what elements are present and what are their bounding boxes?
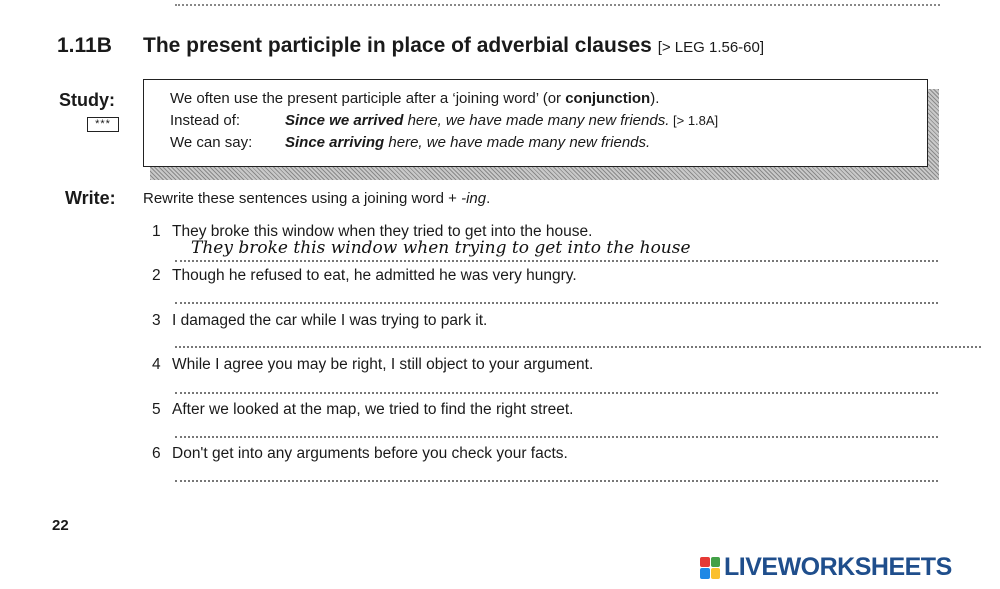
liveworksheets-logo (700, 553, 952, 582)
handwritten-answer: They broke this window when trying to get into the house (191, 238, 691, 258)
answer-line[interactable] (175, 434, 938, 438)
section-title (143, 34, 764, 58)
exercise-item (152, 445, 568, 463)
study-line-2: Instead of: Since we arrived here, we have made many new friends. [> 1.8A] (170, 112, 719, 129)
study-box (143, 79, 928, 167)
answer-line[interactable] (175, 478, 938, 482)
write-instruction: Rewrite these sentences using a joining word + -ing. (143, 190, 491, 207)
exercise-number: 1 (152, 223, 161, 240)
exercise-item (152, 356, 593, 374)
exercise-sentence: Don't get into any arguments before you check your facts. (172, 445, 568, 462)
top-answer-line (175, 0, 940, 6)
conjunction-term: conjunction (565, 90, 651, 107)
study-label: Study: (59, 90, 115, 110)
brand-name: LIVEWORKSHEETS (724, 553, 952, 581)
study-line-3: We can say: Since arriving here, we have made many new friends. (170, 134, 651, 151)
exercise-number: 5 (152, 401, 161, 418)
study-line-1: We often use the present participle after a ‘joining word’ (or conjunction). (170, 90, 660, 107)
exercise-sentence: I damaged the car while I was trying to park it. (172, 312, 488, 329)
answer-line[interactable] (175, 300, 938, 304)
exercise-item (152, 401, 574, 419)
instead-of-label: Instead of: (170, 112, 241, 129)
section-title-text: The present participle in place of adverbial clauses (143, 34, 652, 57)
write-label: Write: (65, 188, 116, 208)
exercise-item (152, 312, 487, 330)
exercise-sentence: They broke this window when they tried to get into the house. (172, 223, 593, 240)
exercise-sentence: Though he refused to eat, he admitted he was very hungry. (172, 267, 577, 284)
exercise-number: 2 (152, 267, 161, 284)
exercise-sentence: After we looked at the map, we tried to find the right street. (172, 401, 574, 418)
exercise-number: 3 (152, 312, 161, 329)
answer-line[interactable] (175, 390, 938, 394)
exercise-sentence: While I agree you may be right, I still object to your argument. (172, 356, 594, 373)
we-can-say-label: We can say: (170, 134, 253, 151)
exercise-number: 6 (152, 445, 161, 462)
difficulty-stars: *** (87, 117, 119, 132)
cross-reference: [> 1.8A] (669, 113, 719, 128)
answer-line[interactable] (175, 258, 938, 262)
page-number: 22 (52, 517, 69, 534)
answer-line[interactable] (175, 344, 981, 348)
exercise-number: 4 (152, 356, 161, 373)
section-reference: [> LEG 1.56-60] (657, 39, 765, 56)
liveworksheets-logo-icon (700, 557, 720, 579)
exercise-item (152, 267, 577, 285)
section-number: 1.11B (57, 34, 112, 57)
